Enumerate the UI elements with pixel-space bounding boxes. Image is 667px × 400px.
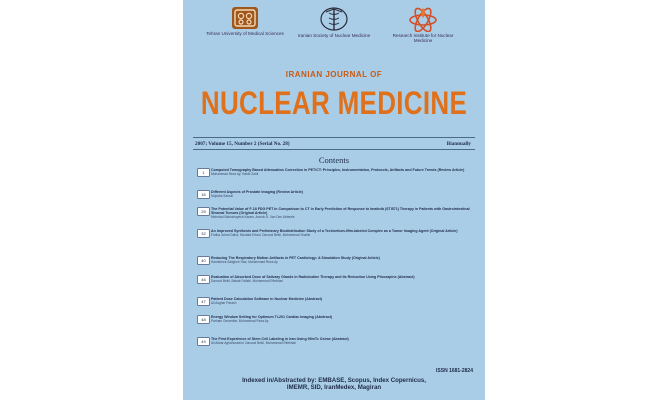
logo-label-society: Iranian Society of Nuclear Medicine — [297, 33, 371, 38]
issn-number: ISSN 1681-2824 — [436, 368, 473, 374]
contents-heading: Contents — [318, 155, 350, 165]
article-authors: Mohammad Reza Ay, Habib Zaidi — [211, 172, 259, 177]
article-title: The Potential Value of F-18 FDG PET in Comparison to CT in Early Prediction of Response to Imatinib (STI571) Therapy in Patients with Gastrointestinal Stromal Tumors (Original Article) — [211, 207, 470, 216]
article-authors: Fariba Johari Daha, Mostafa Erfani, Davood Beiki, Mohammad Shafiei — [211, 233, 311, 238]
divider-top — [193, 137, 475, 138]
volume-line: 2007; Volume 15, Number 2 (Serial No. 28) — [195, 141, 290, 147]
logo-iranian-society — [294, 6, 374, 38]
article-title: Patient Dose Calculation Software in Nuclear Medicine (Abstract) — [211, 297, 323, 301]
article-title: Different Aspects of Prostate Imaging (Review Article) — [211, 190, 303, 194]
article-title: Energy Window Setting for Optimum Tl-201 Cardiac Imaging (Abstract) — [211, 315, 332, 319]
article-authors: Parham Geramifar, Mohammad Reza Ay — [211, 319, 269, 324]
page-number-badge: 16 — [197, 190, 210, 199]
page-number-badge: 49 — [197, 337, 210, 346]
article-entry — [201, 229, 473, 238]
article-authors: Davood Beiki, Babak Fallahi, Mohammad Eftekhari — [211, 279, 283, 284]
article-entry — [201, 190, 473, 199]
article-authors: Ali Asghar Parach — [211, 301, 237, 306]
indexing-block — [183, 377, 485, 392]
logo-research-institute — [383, 6, 463, 44]
article-entry — [201, 256, 473, 265]
article-authors: Mehrdad Bakhshayesh Karam, Annick D. Van Den Abbeele — [211, 215, 295, 220]
university-emblem-icon — [231, 6, 259, 30]
article-authors: Ali Akbar Aghahosseini, Davood Beiki, Mohammad Eftekhari — [211, 341, 297, 346]
article-entry — [201, 275, 473, 284]
journal-cover — [183, 0, 485, 400]
logo-tehran-university — [205, 6, 285, 36]
page-number-badge: 46 — [197, 275, 210, 284]
page-number-badge: 40 — [197, 256, 210, 265]
article-authors: Mojtaba Salouti — [211, 194, 233, 199]
logo-label-tehran: Tehran University of Medical Sciences — [206, 31, 284, 36]
journal-title-top: IRANIAN JOURNAL OF — [285, 70, 383, 79]
article-title: An Improved Synthesis and Preliminary Biodistribution Study of a Technetium-99m-labeled Complex as a Tumor Imaging Agent (Original Article) — [211, 229, 458, 233]
caduceus-icon — [319, 6, 349, 32]
article-entry — [201, 297, 473, 306]
article-entry — [201, 337, 473, 346]
page-number-badge: 47 — [197, 297, 210, 306]
divider-contents — [193, 149, 475, 150]
article-title: The First Experience of Stem Cell Labeling in Iran Using 99mTc Oxime (Abstract) — [211, 337, 349, 341]
frequency-label: Biannually — [446, 141, 471, 147]
indexing-line-1: Indexed in/Abstracted by: EMBASE, Scopus, Index Copernicus, — [242, 377, 426, 384]
page-number-badge: 1 — [197, 168, 210, 177]
article-authors: Hamidreza Saligheh Rad, Mohammad Reza Ay — [211, 260, 278, 265]
article-entry — [201, 207, 473, 220]
article-entry — [201, 315, 473, 324]
article-title: Evaluation of Absorbed Dose of Salivary Glands in Radioiodine Therapy and Its Reduction Using Pilocarpine (Abstract) — [211, 275, 415, 279]
page-number-badge: 25 — [197, 207, 210, 216]
atom-flame-icon — [408, 6, 438, 32]
logo-label-institute: Research Institute for Nuclear Medicine — [392, 33, 454, 44]
journal-title: NUCLEAR MEDICINE — [200, 84, 468, 122]
page-number-badge: 32 — [197, 229, 210, 238]
article-entry — [202, 168, 473, 177]
page-number-badge: 48 — [197, 315, 210, 324]
article-title: Reducing The Respiratory Motion Artifacts in PET Cardiology: A Simulation Study (Original Article) — [211, 256, 380, 260]
article-title: Computed Tomography Based Attenuation Correction in PET/CT: Principles, Instrumentation, Protocols, Artifacts and Future Trends (Review Article) — [211, 168, 465, 172]
indexing-line-2: IMEMR, SID, IranMedex, Magiran — [286, 384, 382, 392]
